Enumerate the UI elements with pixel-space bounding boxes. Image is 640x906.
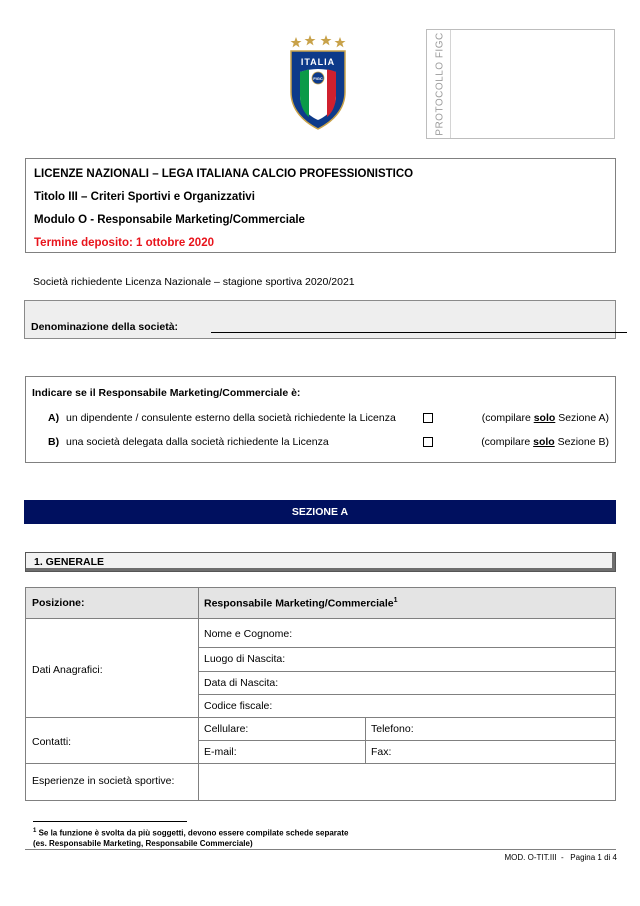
- option-text: un dipendente / consulente esterno della società richiedente la Licenza: [66, 412, 396, 424]
- role-type-box: [25, 376, 616, 463]
- header-title-section: Titolo III – Criteri Sportivi e Organizzativi: [34, 191, 255, 203]
- posizione-value: Responsabile Marketing/Commerciale$^1$: [204, 597, 398, 610]
- codice-fiscale-field[interactable]: Codice fiscale:: [204, 700, 273, 712]
- protocol-divider: [450, 30, 451, 138]
- page-footer: MOD. O-TIT.III - Pagina 1 di 4: [504, 853, 617, 862]
- telefono-field[interactable]: Telefono:: [371, 723, 414, 735]
- document-header: [25, 158, 616, 253]
- option-text: una società delegata dalla società richiedente la Licenza: [66, 436, 329, 448]
- posizione-label: Posizione:: [32, 597, 85, 609]
- denominazione-field[interactable]: [211, 332, 627, 333]
- footnote-separator: [33, 821, 187, 822]
- esperienze-field[interactable]: [204, 769, 609, 795]
- protocol-stamp-box: [426, 29, 615, 139]
- option-letter: B): [48, 436, 60, 448]
- nome-cognome-field[interactable]: Nome e Cognome:: [204, 628, 293, 640]
- svg-text:FIGC: FIGC: [313, 76, 323, 81]
- footnote: $^1$ Se la funzione è svolta da più soggetti, devono essere compilate schede separate (es. Responsabile Marketing, Responsabile Commerciale): [33, 828, 349, 848]
- option-note: (compilare solo Sezione A): [481, 412, 609, 424]
- star-icon: [321, 35, 332, 45]
- header-deadline: Termine deposito: 1 ottobre 2020: [34, 237, 214, 249]
- header-module: Modulo O - Responsabile Marketing/Commerciale: [34, 214, 305, 226]
- figc-italia-logo: [287, 34, 349, 130]
- generale-label: 1. GENERALE: [34, 556, 105, 568]
- role-type-title: Indicare se il Responsabile Marketing/Commerciale è:: [32, 387, 301, 399]
- esperienze-label: Esperienze in società sportive:: [32, 775, 175, 787]
- option-a-row: [26, 412, 615, 426]
- option-b-checkbox[interactable]: [423, 437, 433, 447]
- option-b-row: [26, 436, 615, 450]
- svg-text:ITALIA: ITALIA: [300, 57, 336, 67]
- protocol-label: PROTOCOLLO FIGC: [434, 32, 446, 136]
- option-note: (compilare solo Sezione B): [481, 436, 609, 448]
- star-icon: [291, 37, 302, 47]
- data-nascita-field[interactable]: Data di Nascita:: [204, 677, 279, 689]
- luogo-nascita-field[interactable]: Luogo di Nascita:: [204, 653, 286, 665]
- contatti-label: Contatti:: [32, 736, 72, 748]
- footer-separator: [25, 849, 616, 850]
- option-a-checkbox[interactable]: [423, 413, 433, 423]
- denominazione-box: [24, 300, 616, 339]
- denominazione-label: Denominazione della società:: [31, 321, 179, 333]
- stars: [291, 35, 346, 47]
- option-letter: A): [48, 412, 60, 424]
- star-icon: [335, 37, 346, 47]
- generale-heading: [25, 552, 616, 572]
- season-line: Società richiedente Licenza Nazionale – stagione sportiva 2020/2021: [33, 276, 355, 288]
- header-title: LICENZE NAZIONALI – LEGA ITALIANA CALCIO PROFESSIONISTICO: [34, 168, 414, 180]
- cellulare-field[interactable]: Cellulare:: [204, 723, 249, 735]
- generale-table: [25, 587, 616, 801]
- section-a-bar: SEZIONE A: [24, 500, 616, 524]
- dati-anagrafici-label: Dati Anagrafici:: [32, 664, 103, 676]
- email-field[interactable]: E-mail:: [204, 746, 237, 758]
- fax-field[interactable]: Fax:: [371, 746, 392, 758]
- star-icon: [305, 35, 316, 45]
